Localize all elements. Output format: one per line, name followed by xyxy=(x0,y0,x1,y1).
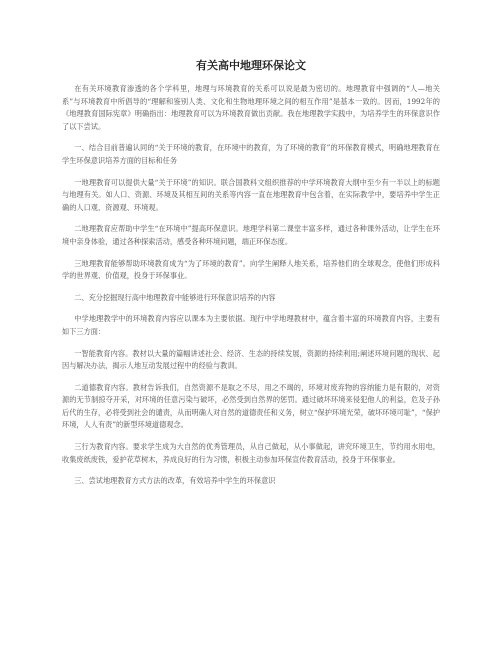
paragraph-1-1: 一地理教育可以提供大量“关于环境”的知识。联合国教科文组织推荐的中学环境教育大纲中至少有一半以上的标题与地理有关。如人口、资源、环境及其相互间的关系等内容一直在地理教育中包含着，在实际教学中，要培养中学生正确的人口观、资源观、环境观。 xyxy=(62,177,440,212)
paragraph-2-1: 一智能教育内容。教材以大量的篇幅讲述社会、经济、生态的持续发展，资源的持续利用;阐述环境问题的现状、起因与解决办法，揭示人地互动发展过程中的经验与教训。 xyxy=(62,348,440,371)
section-heading-2: 二、充分挖掘现行高中地理教育中能够进行环保意识培养的内容 xyxy=(74,292,276,302)
section-heading-1: 一、结合目前普遍认同的“关于环境的教育，在环境中的教育，为了环境的教育”的环保教育模式，明确地理教育在学生环保意识培养方面的目标和任务 xyxy=(62,143,440,165)
paragraph-1-2: 二地理教育应帮助中学生“在环境中”提高环保意识。地理学科第二课堂丰富多样，通过各种课外活动，让学生在环境中亲身体验，通过各种探索活动，感受各种环境问题，端正环保态度。 xyxy=(62,224,440,246)
paragraph-intro: 在有关环境教育渗透的各个学科里，地理与环境教育的关系可以说是最为密切的。地理教育中强调的“人—地关系”与环境教育中所倡导的“理解和鉴别人类、文化和生物地理环境之间的相互作用”是基本一致的。因而，1992年的《地理教育国际宪章》明确指出：地理教育可以为环境教育做出贡献。我在地理教学实践中，为培养学生的环保意识作了以下尝试。 xyxy=(62,84,440,131)
paragraph-2-3: 三行为教育内容。要求学生成为大自然的优秀管理员，从自己做起，从小事做起，讲究环境卫生，节约用水用电，收集废纸废铁，爱护花草树木，养成良好的行为习惯，积极主动参加环保宣传教育活动，投身于环保事业。 xyxy=(62,442,440,464)
paragraph-2-2: 二道德教育内容。教材告诉我们，自然资源不是取之不尽，用之不竭的，环境对废弃物的容纳能力是有限的，对资源的无节制掠夺开采，对环境的任意污染与破坏，必然受到自然界的惩罚。通过破坏环境来侵犯他人的利益，危及子孙后代的生存，必将受到社会的谴责，从而明确人对自然的道德责任和义务，树立“保护环境光荣，破坏环境可耻”，“保护环境，人人有责”的新型环境道德观念。 xyxy=(62,382,440,430)
paragraph-2-intro: 中学地理教学中的环境教育内容应以课本为主要依据。现行中学地理教材中，蕴含着丰富的环境教育内容，主要有如下三方面： xyxy=(62,314,440,336)
document-body xyxy=(62,83,440,497)
section-heading-3: 三、尝试地理教育方式方法的改革，有效培养中学生的环保意识 xyxy=(74,476,276,486)
paragraph-1-3: 三地理教育能够帮助环境教育成为“为了环境的教育”。向学生阐释人地关系，培养他们的全球观念，使他们形成科学的世界观、价值观，投身于环保事业。 xyxy=(62,258,440,281)
document-title: 有关高中地理环保论文 xyxy=(196,59,306,72)
